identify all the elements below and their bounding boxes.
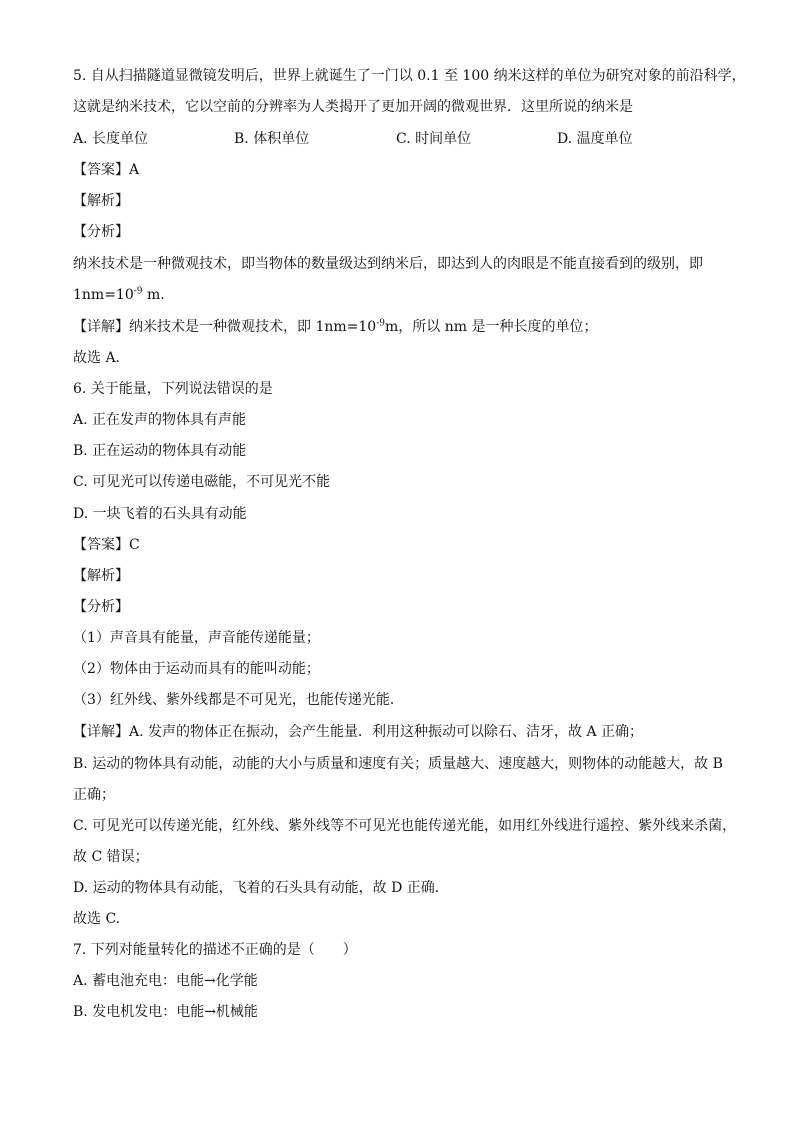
q5-stem-line2: 这就是纳米技术，它以空前的分辨率为人类揭开了更加开阔的微观世界．这里所说的纳米是 — [73, 99, 633, 115]
q6-fenxi-point-2: （2）物体由于运动而具有的能叫动能； — [73, 661, 320, 677]
q7-option-b: B. 发电机发电：电能→机械能 — [73, 1004, 258, 1020]
q7-stem: 7. 下列对能量转化的描述不正确的是（ ） — [73, 942, 357, 958]
q6-fenxi-point-1: （1）声音具有能量，声音能传递能量； — [73, 630, 320, 646]
q5-xiangjie — [73, 318, 734, 336]
q6-xiangjie-line-2: B. 运动的物体具有动能，动能的大小与质量和速度有关；质量越大、速度越大，则物体的动能越大，故 B — [73, 756, 723, 772]
q5-xiangjie-exponent: -9 — [376, 318, 385, 329]
q6-option-a: A. 正在发声的物体具有声能 — [73, 412, 247, 428]
q6-xiangjie-line-5: 故 C 错误； — [73, 849, 149, 865]
q6-conclusion: 故选 C. — [73, 911, 121, 927]
q5-option-d: D. 温度单位 — [557, 131, 633, 147]
q5-fenxi-line2 — [73, 286, 734, 304]
q6-fenxi-point-3: （3）红外线、紫外线都是不可见光，也能传递光能． — [73, 692, 404, 708]
q7-option-a: A. 蓄电池充电：电能→化学能 — [73, 973, 258, 989]
q6-xiangjie-line-3: 正确； — [73, 787, 115, 803]
q5-conclusion: 故选 A. — [73, 350, 121, 366]
q6-xiangjie-line-4: C. 可见光可以传递光能，红外线、紫外线等不可见光也能传递光能，如用红外线进行遥控、紫外线来杀菌， — [73, 818, 737, 834]
q5-analysis-heading: 【解析】 — [73, 193, 129, 209]
q5-fenxi-line1: 纳米技术是一种微观技术，即当物体的数量级达到纳米后，即达到人的肉眼是不能直接看到的级别，即 — [73, 256, 703, 272]
q5-option-c: C. 时间单位 — [396, 131, 472, 147]
q5-fenxi-line2-pre: 1nm=10 — [73, 287, 134, 303]
q5-options — [73, 130, 734, 148]
q5-stem-line1: 5. 自从扫描隧道显微镜发明后，世界上就诞生了一门以 0.1 至 100 纳米这样的单位为研究对象的前沿科学， — [73, 68, 746, 84]
q5-answer: 【答案】A — [73, 162, 140, 178]
q6-xiangjie-line-1: 【详解】A. 发声的物体正在振动，会产生能量．利用这种振动可以除石、洁牙，故 A 正确； — [73, 724, 644, 740]
q6-option-d: D. 一块飞着的石头具有动能 — [73, 506, 247, 522]
q5-option-b: B. 体积单位 — [234, 131, 310, 147]
q5-fenxi-line2-exponent: -9 — [133, 286, 143, 297]
q5-option-a: A. 长度单位 — [73, 131, 149, 147]
q6-fenxi-heading: 【分析】 — [73, 599, 129, 615]
q5-fenxi-line2-post: m. — [142, 287, 165, 303]
q6-option-b: B. 正在运动的物体具有动能 — [73, 443, 247, 459]
q6-answer: 【答案】C — [73, 537, 140, 553]
q5-fenxi-heading: 【分析】 — [73, 224, 129, 240]
q6-analysis-heading: 【解析】 — [73, 568, 129, 584]
q6-stem: 6. 关于能量，下列说法错误的是 — [73, 381, 273, 397]
q5-xiangjie-pre: 【详解】纳米技术是一种微观技术，即 1nm=10 — [73, 319, 377, 335]
q5-xiangjie-post: m，所以 nm 是一种长度的单位； — [384, 319, 598, 335]
q6-xiangjie-line-6: D. 运动的物体具有动能，飞着的石头具有动能，故 D 正确． — [73, 880, 449, 896]
q6-option-c: C. 可见光可以传递电磁能，不可见光不能 — [73, 474, 331, 490]
